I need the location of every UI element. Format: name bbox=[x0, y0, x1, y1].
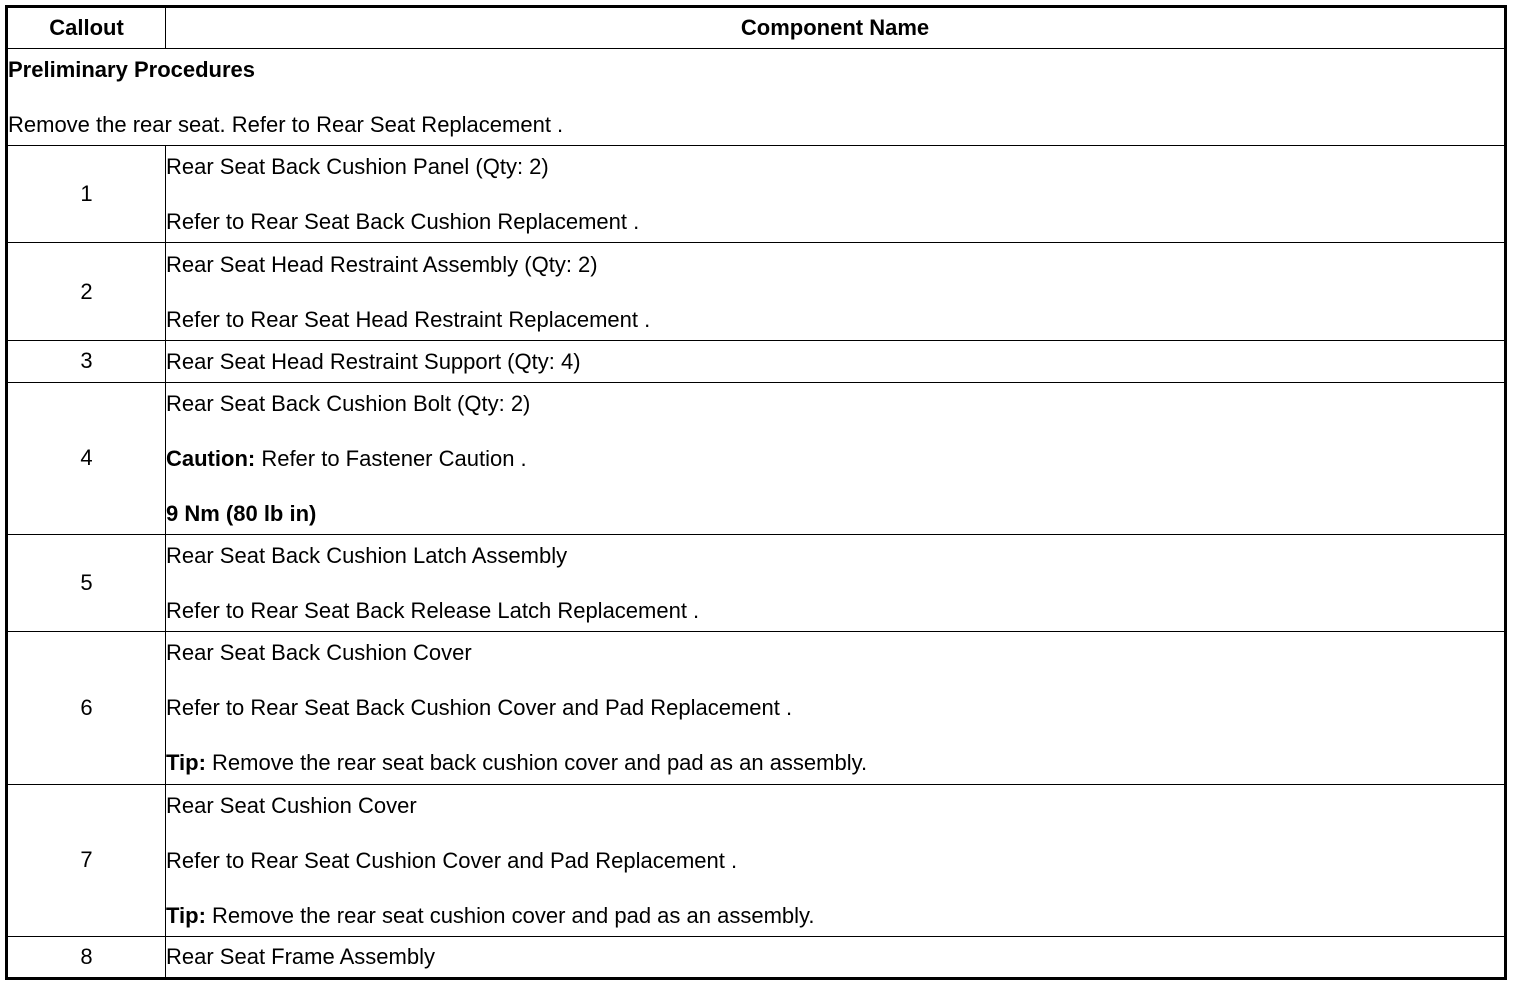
component-cell bbox=[166, 243, 1506, 340]
spacer bbox=[166, 472, 1504, 500]
tip-text bbox=[166, 902, 1504, 929]
tip-text bbox=[166, 749, 1504, 776]
component-cell bbox=[166, 936, 1506, 978]
reference-text: Refer to Rear Seat Head Restraint Replacement . bbox=[166, 306, 651, 332]
component-cell bbox=[166, 535, 1506, 632]
tip-label: Tip: bbox=[166, 750, 206, 776]
table-row bbox=[7, 146, 1506, 243]
reference-text: Refer to Rear Seat Cushion Cover and Pad Replacement . bbox=[166, 847, 738, 873]
component-table bbox=[5, 5, 1507, 980]
component-cell bbox=[166, 632, 1506, 784]
callout-cell: 8 bbox=[7, 936, 166, 978]
component-cell bbox=[166, 340, 1506, 382]
spacer bbox=[166, 721, 1504, 749]
callout-cell: 1 bbox=[7, 146, 166, 243]
tip-message: Remove the rear seat back cushion cover and pad as an assembly. bbox=[205, 750, 868, 776]
table-row bbox=[7, 632, 1506, 784]
header-row bbox=[7, 7, 1506, 49]
component-name: Rear Seat Back Cushion Bolt (Qty: 2) bbox=[166, 390, 531, 416]
callout-cell: 2 bbox=[7, 243, 166, 340]
callout-cell: 3 bbox=[7, 340, 166, 382]
component-cell bbox=[166, 784, 1506, 936]
callout-cell: 7 bbox=[7, 784, 166, 936]
spacer bbox=[166, 569, 1504, 597]
tip-label: Tip: bbox=[166, 902, 206, 928]
component-name: Rear Seat Back Cushion Panel (Qty: 2) bbox=[166, 154, 549, 180]
component-cell bbox=[166, 382, 1506, 534]
spacer bbox=[166, 666, 1504, 694]
preliminary-title: Preliminary Procedures bbox=[8, 57, 256, 83]
spacer bbox=[166, 180, 1504, 208]
component-cell bbox=[166, 146, 1506, 243]
component-name: Rear Seat Frame Assembly bbox=[166, 944, 435, 970]
component-name: Rear Seat Back Cushion Latch Assembly bbox=[166, 543, 568, 569]
table-row bbox=[7, 340, 1506, 382]
component-name: Rear Seat Cushion Cover bbox=[166, 792, 417, 818]
component-name: Rear Seat Head Restraint Support (Qty: 4) bbox=[166, 348, 581, 374]
callout-cell: 6 bbox=[7, 632, 166, 784]
table-row bbox=[7, 243, 1506, 340]
preliminary-text: Remove the rear seat. Refer to Rear Seat Replacement . bbox=[8, 112, 564, 138]
table-row bbox=[7, 382, 1506, 534]
spacer bbox=[166, 417, 1504, 445]
reference-text: Refer to Rear Seat Back Cushion Replacement . bbox=[166, 209, 640, 235]
table-row bbox=[7, 936, 1506, 978]
torque-spec: 9 Nm (80 lb in) bbox=[166, 500, 317, 526]
component-name: Rear Seat Back Cushion Cover bbox=[166, 640, 472, 666]
tip-message: Remove the rear seat cushion cover and pad as an assembly. bbox=[205, 902, 815, 928]
table-row bbox=[7, 535, 1506, 632]
preliminary-row bbox=[7, 49, 1506, 146]
callout-cell: 4 bbox=[7, 382, 166, 534]
component-name: Rear Seat Head Restraint Assembly (Qty: 2) bbox=[166, 251, 598, 277]
table-row bbox=[7, 784, 1506, 936]
caution-message: Refer to Fastener Caution . bbox=[255, 445, 527, 471]
reference-text: Refer to Rear Seat Back Release Latch Replacement . bbox=[166, 598, 700, 624]
spacer bbox=[166, 819, 1504, 847]
reference-text: Refer to Rear Seat Back Cushion Cover and Pad Replacement . bbox=[166, 695, 793, 721]
spacer bbox=[166, 278, 1504, 306]
caution-label: Caution: bbox=[166, 445, 256, 471]
callout-cell: 5 bbox=[7, 535, 166, 632]
caution-text bbox=[166, 445, 1504, 472]
component-name-header: Component Name bbox=[166, 7, 1506, 49]
spacer bbox=[166, 874, 1504, 902]
callout-header: Callout bbox=[7, 7, 166, 49]
spacer bbox=[8, 83, 1504, 111]
preliminary-cell bbox=[7, 49, 1506, 146]
